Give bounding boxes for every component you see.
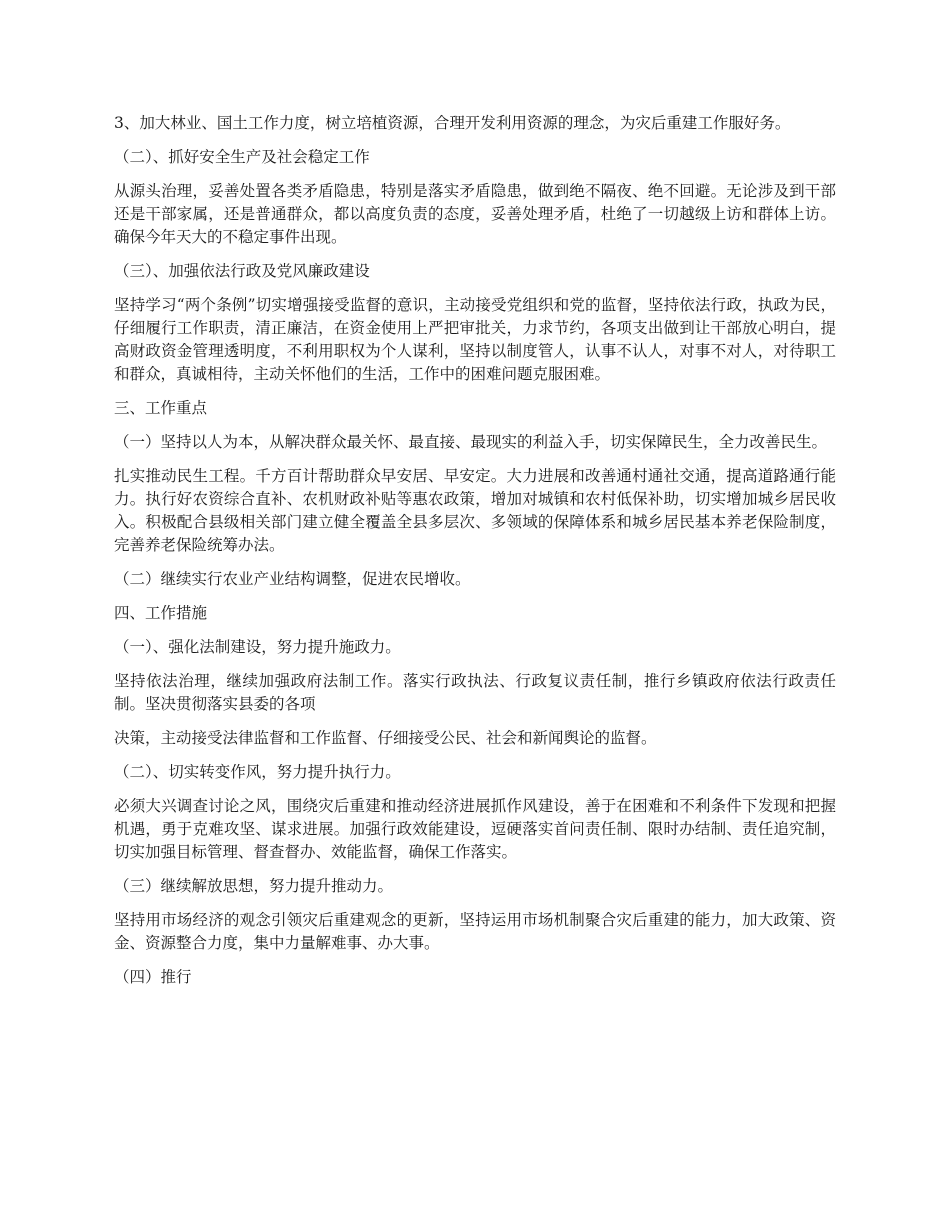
paragraph-supervision: 坚持学习“两个条例”切实增强接受监督的意识，主动接受党组织和党的监督，坚持依法行政，执政为民，仔细履行工作职责，清正廉洁，在资金使用上严把审批关，力求节约，各项支出做到让干部放心明白，提高财政资金管理透明度，不利用职权为个人谋利，坚持以制度管人，认事不认人，对事不对人，对待职工和群众，真诚相待，主动关怀他们的生活，工作中的困难问题克服困难。 bbox=[114, 296, 836, 383]
paragraph-decision-supervision: 决策，主动接受法律监督和工作监督、仔细接受公民、社会和新闻舆论的监督。 bbox=[114, 729, 657, 747]
paragraph-source-governance: 从源头治理，妥善处置各类矛盾隐患，特别是落实矛盾隐患，做到绝不隔夜、绝不回避。无论涉及到干部还是干部家属，还是普通群众，都以高度负责的态度，妥善处理矛盾，杜绝了一切越级上访和群体上访。确保今年天大的不稳定事件出现。 bbox=[114, 182, 836, 246]
paragraph-people-first: （一）坚持以人为本，从解决群众最关怀、最直接、最现实的利益入手，切实保障民生，全力改善民生。 bbox=[114, 433, 828, 451]
paragraph-investigation: 必须大兴调查讨论之风，围绕灾后重建和推动经济进展抓作风建设，善于在困难和不利条件下发现和把握机遇，勇于克难攻坚、谋求进展。加强行政效能建设，逗硬落实首问责任制、限时办结制、责任追究制，切实加强目标管理、督查督办、效能监督，确保工作落实。 bbox=[114, 797, 836, 861]
paragraph-livelihood-projects: 扎实推动民生工程。千方百计帮助群众早安居、早安定。大力进展和改善通村通社交通，提高道路通行能力。执行好农资综合直补、农机财政补贴等惠农政策，增加对城镇和农村低保补助，切实增加城乡居民收入。积极配合县级相关部门建立健全覆盖全县多层次、多领域的保障体系和城乡居民基本养老保险制度，完善养老保险统筹办法。 bbox=[114, 467, 836, 554]
heading-emancipate-mind: （三）继续解放思想，努力提升推动力。 bbox=[114, 877, 394, 895]
paragraph-rule-of-law: 坚持依法治理，继续加强政府法制工作。落实行政执法、行政复议责任制，推行乡镇政府依法行政责任制。坚决贯彻落实县委的各项 bbox=[114, 672, 836, 713]
heading-agri-restructuring: （二）继续实行农业产业结构调整，促进农民增收。 bbox=[114, 570, 471, 588]
paragraph-market-economy: 坚持用市场经济的观念引领灾后重建观念的更新，坚持运用市场机制聚合灾后重建的能力，加大政策、资金、资源整合力度，集中力量解难事、办大事。 bbox=[114, 911, 836, 952]
heading-safety-stability: （二）、抓好安全生产及社会稳定工作 bbox=[114, 148, 370, 166]
paragraph-forestry-land: 3、加大林业、国土工作力度，树立培植资源，合理开发利用资源的理念，为灾后重建工作服好务。 bbox=[114, 114, 791, 132]
heading-lawful-administration: （三）、加强依法行政及党风廉政建设 bbox=[114, 262, 370, 280]
document-page bbox=[114, 112, 836, 1000]
heading-work-style: （二）、切实转变作风，努力提升执行力。 bbox=[114, 763, 401, 781]
heading-work-priorities: 三、工作重点 bbox=[114, 399, 208, 417]
heading-implement: （四）推行 bbox=[114, 968, 192, 986]
heading-legal-system: （一）、强化法制建设，努力提升施政力。 bbox=[114, 638, 401, 656]
heading-work-measures: 四、工作措施 bbox=[114, 604, 208, 622]
